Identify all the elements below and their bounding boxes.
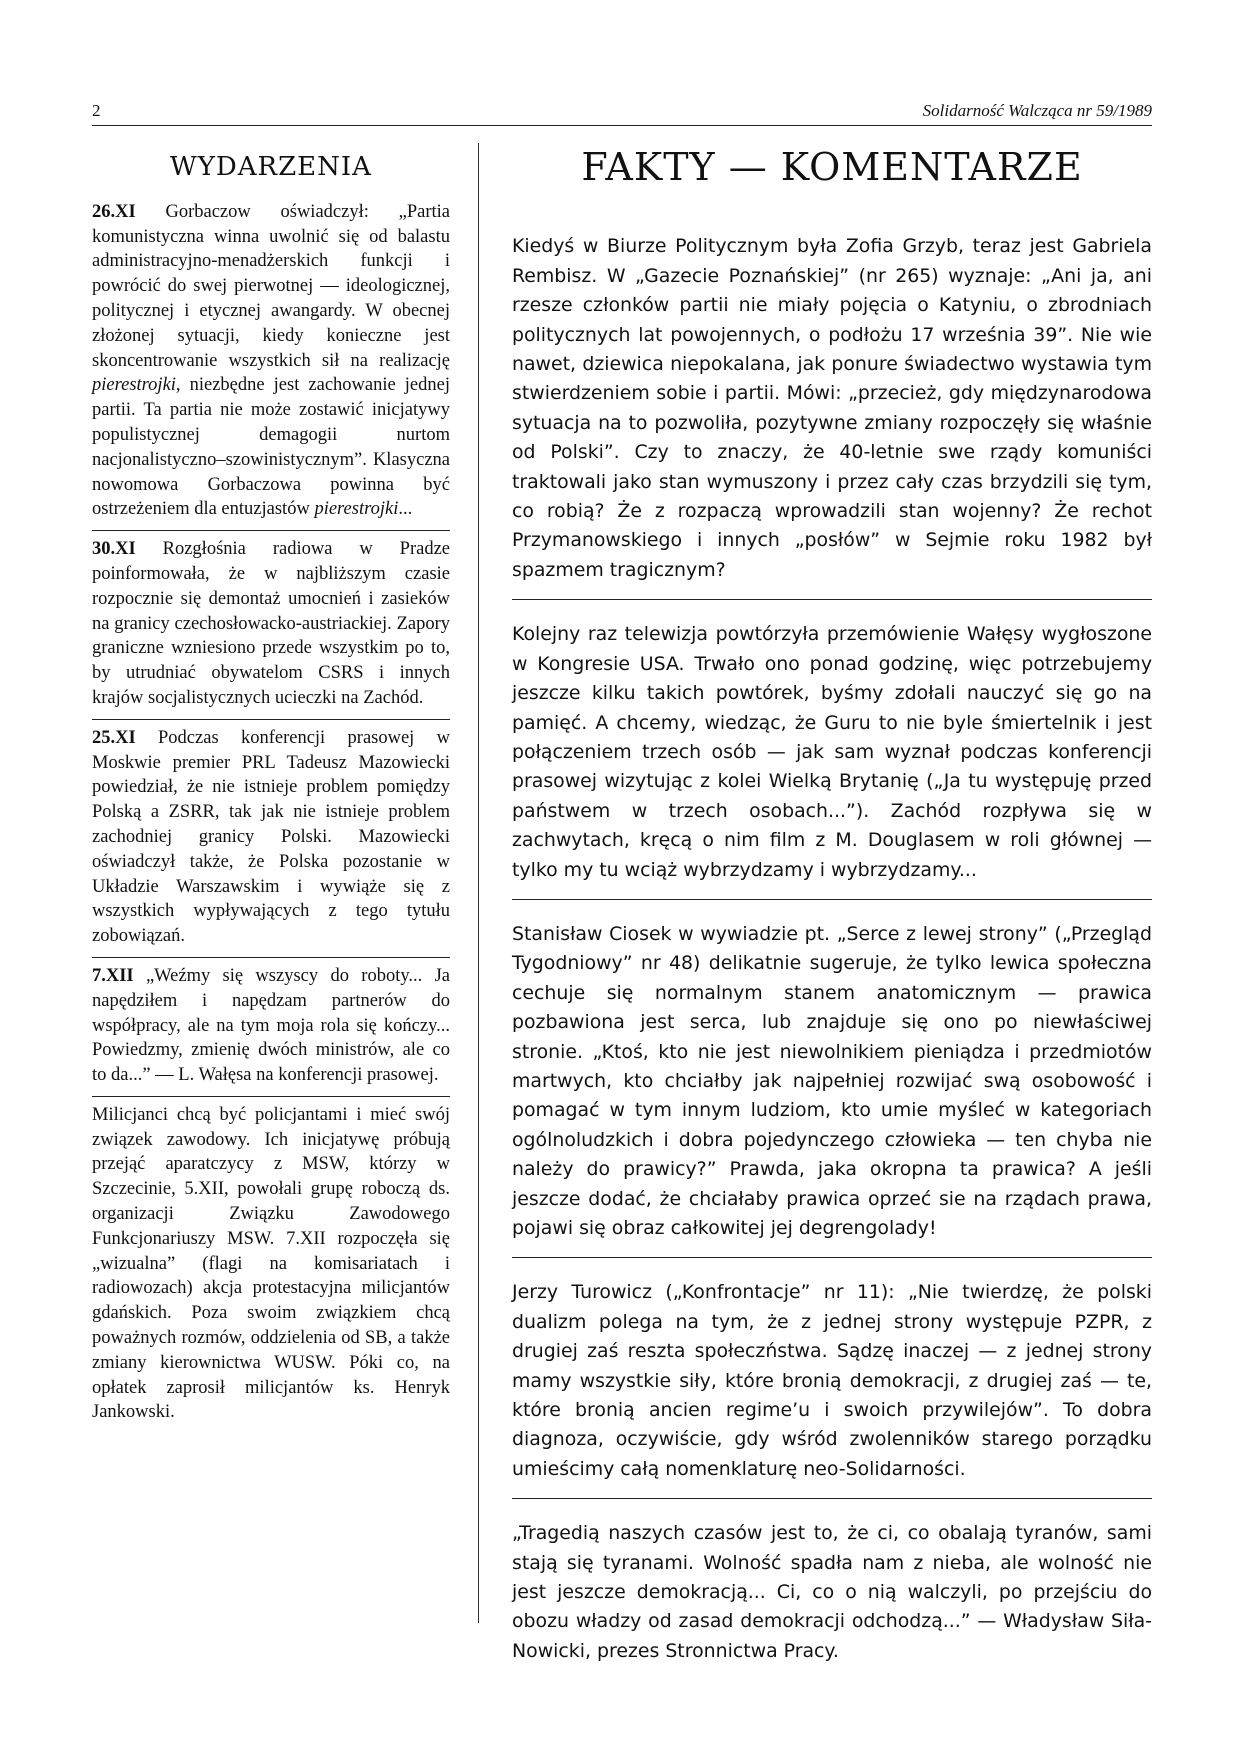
comment-entry: Jerzy Turowicz („Konfrontacje” nr 11): „Nie twierdzę, że polski dualizm polega na tym, że z jednej strony występuje PZPR, z drugiej zaś reszta społeczństwa. Sądzę inaczej — z jednej strony mamy wszystkie siły, które bronią demokracji, z drugiej zaś — te, które bronią ancien regime’u i swoich przywilejów”. To dobra diagnoza, oczywiście, gdy wśród zwolenników starego porządku umieścimy całą nomenklaturę neo-Solidarności. xyxy=(512,1268,1152,1499)
event-entry xyxy=(92,531,450,720)
events-column xyxy=(92,145,450,1433)
page-header xyxy=(92,101,1152,126)
event-date: 25.XI xyxy=(92,727,136,748)
page-number: 2 xyxy=(92,101,101,120)
column-divider xyxy=(478,143,479,1623)
event-text: Gorbaczow oświadczył: „Partia komunistyczna winna uwolnić się od balastu administracyjno-menadżerskich funkcji i powrócić do swej pierwotnej — ideologicznej, politycznej i etycznej awangardy. W obecnej złożonej sytuacji, kiedy konieczne jest skoncentrowanie wszystkich sił na realizację xyxy=(92,201,450,371)
event-date: 26.XI xyxy=(92,201,136,222)
facts-column xyxy=(512,145,1152,1690)
event-date: 30.XI xyxy=(92,539,136,560)
event-entry xyxy=(92,720,450,958)
event-entry xyxy=(92,958,450,1097)
event-text: Rozgłośnia radiowa w Pradze poinformowała, że w najbliższym czasie rozpocznie się demontaż umocnień i zasieków na granicy czechosłowacko-austriackiej. Zapory graniczne wzniesiono przede wszystkim po to, by utrudniać obywatelom CSRS i innych krajów socjalistycznych ucieczki na Zachód. xyxy=(92,539,450,708)
comment-entry: Kolejny raz telewizja powtórzyła przemówienie Wałęsy wygłoszone w Kongresie USA. Trwało ono ponad godzinę, więc potrzebujemy jeszcze kilku takich powtórek, byśmy zdołali nauczyć się go na pamięć. A chcemy, wiedząc, że Guru to nie byle śmiertelnik i jest połączeniem trzech osób — jak sam wyznał podczas konferencji prasowej wizytując z kolei Wielką Brytanię („Ja tu występuję przed państwem w trzech osobach...”). Zachód rozpływa się w zachwytach, kręcą o nim film z M. Douglasem w roli głównej — tylko my tu wciąż wybrzydzamy i wybrzydzamy... xyxy=(512,610,1152,900)
event-text: Milicjanci chcą być policjantami i mieć swój związek zawodowy. Ich inicjatywę próbują przejąć aparatczycy z MSW, którzy w Szczecinie, 5.XII, powołali grupę roboczą ds. organizacji Związku Zawodowego Funkcjonariuszy MSW. 7.XII rozpoczęła się „wizualna” (flagi na komisariatach i radiowozach) akcja protestacyjna milicjantów gdańskich. Poza swoim związkiem chcą poważnych rozmów, oddzielenia od SB, a także zmiany kierownictwa WUSW. Póki co, na opłatek zaprosił milicjantów ks. Henryk Jankowski. xyxy=(92,1104,450,1423)
events-heading: WYDARZENIA xyxy=(170,152,372,182)
event-italic-term: pierestrojki xyxy=(314,499,399,520)
event-text: Podczas konferencji prasowej w Moskwie premier PRL Tadeusz Mazowiecki powiedział, że nie istnieje problem pomiędzy Polską a ZSRR, tak jak nie istnieje problem zachodniej granicy Polski. Mazowiecki oświadczył także, że Polska pozostanie w Układzie Warszawskim i wywiąże się z wszystkich wypływających z tego tytułu zobowiązań. xyxy=(92,727,450,947)
event-entry xyxy=(92,194,450,531)
comment-entry: Stanisław Ciosek w wywiadzie pt. „Serce z lewej strony” („Przegląd Tygodniowy” nr 48) delikatnie sugeruje, że tylko lewica społeczna cechuje się normalnym stanem anatomicznym — prawica pozbawiona jest serca, lub znajduje się ono po niewłaściwej stronie. „Ktoś, kto nie jest niewolnikiem pieniądza i przedmiotów martwych, kto chciałby jak najpełniej rozwijać swą osobowość i pomagać w tym innym ludziom, kto umie myśleć w kategoriach ogólnoludzkich i dobra pojedynczego człowieka — ten chyba nie należy do prawicy?” Prawda, jaka okropna ta prawica? A jeśli jeszcze dodać, że chciałaby prawica oprzeć sie na rządach prawa, pojawi się obraz całkowitej jej degrengolady! xyxy=(512,910,1152,1258)
event-entry xyxy=(92,1097,450,1433)
event-text: , niezbędne jest zachowanie jednej partii. Ta partia nie może zostawić inicjatywy populistycznej demagogii nurtom nacjonalistyczno–szowinistycznym”. Klasyczna nowomowa Gorbaczowa powinna być ostrzeżeniem dla entuzjastów xyxy=(92,375,450,520)
event-date: 7.XII xyxy=(92,965,134,986)
event-italic-term: pierestrojki xyxy=(92,375,176,396)
event-text: „Weźmy się wszyscy do roboty... Ja napędziłem i napędzam partnerów do współpracy, ale na tym moja rola się kończy... Powiedzmy, zmienię dwóch ministrów, ale co to da...” — L. Wałęsa na konferencji prasowej. xyxy=(92,965,450,1086)
facts-heading: FAKTY — KOMENTARZE xyxy=(581,145,1083,189)
comment-entry: „Tragedią naszych czasów jest to, że ci, co obalają tyranów, sami stają się tyranami. Wolność spadła nam z nieba, ale wolność nie jest jeszcze demokracją... Ci, co o nią walczyli, po przejściu do obozu władzy od zasad demokracji odchodzą...” — Władysław Siła-Nowicki, prezes Stronnictwa Pracy. xyxy=(512,1522,1152,1662)
event-text: ... xyxy=(398,499,413,520)
publication-title: Solidarność Walcząca nr 59/1989 xyxy=(922,101,1152,120)
comment-entry: Kiedyś w Biurze Politycznym była Zofia Grzyb, teraz jest Gabriela Rembisz. W „Gazecie Poznańskiej” (nr 265) wyznaje: „Ani ja, ani rzesze członków partii nie miały pojęcia o Katyniu, o zbrodniach politycznych lat powojennych, o podłożu 17 września 39”. Nie wie nawet, dziewica niepokalana, jak ponure świadectwo wystawia tym stwierdzeniem sobie i partii. Mówi: „przecież, gdy międzynarodowa sytuacja na to pozwoliła, pozytywne zmiany rozpoczęły się właśnie od Polski”. Czy to znaczy, że 40-letnie swe rządy komuniści traktowali jako stan wymuszony i przez cały czas brzydzili się tym, co robią? Że z rozpaczą wprowadzili stan wojenny? Że rechot Przymanowskiego i innych „posłów” w Sejmie roku 1982 był spazmem tragicznym? xyxy=(512,222,1152,600)
